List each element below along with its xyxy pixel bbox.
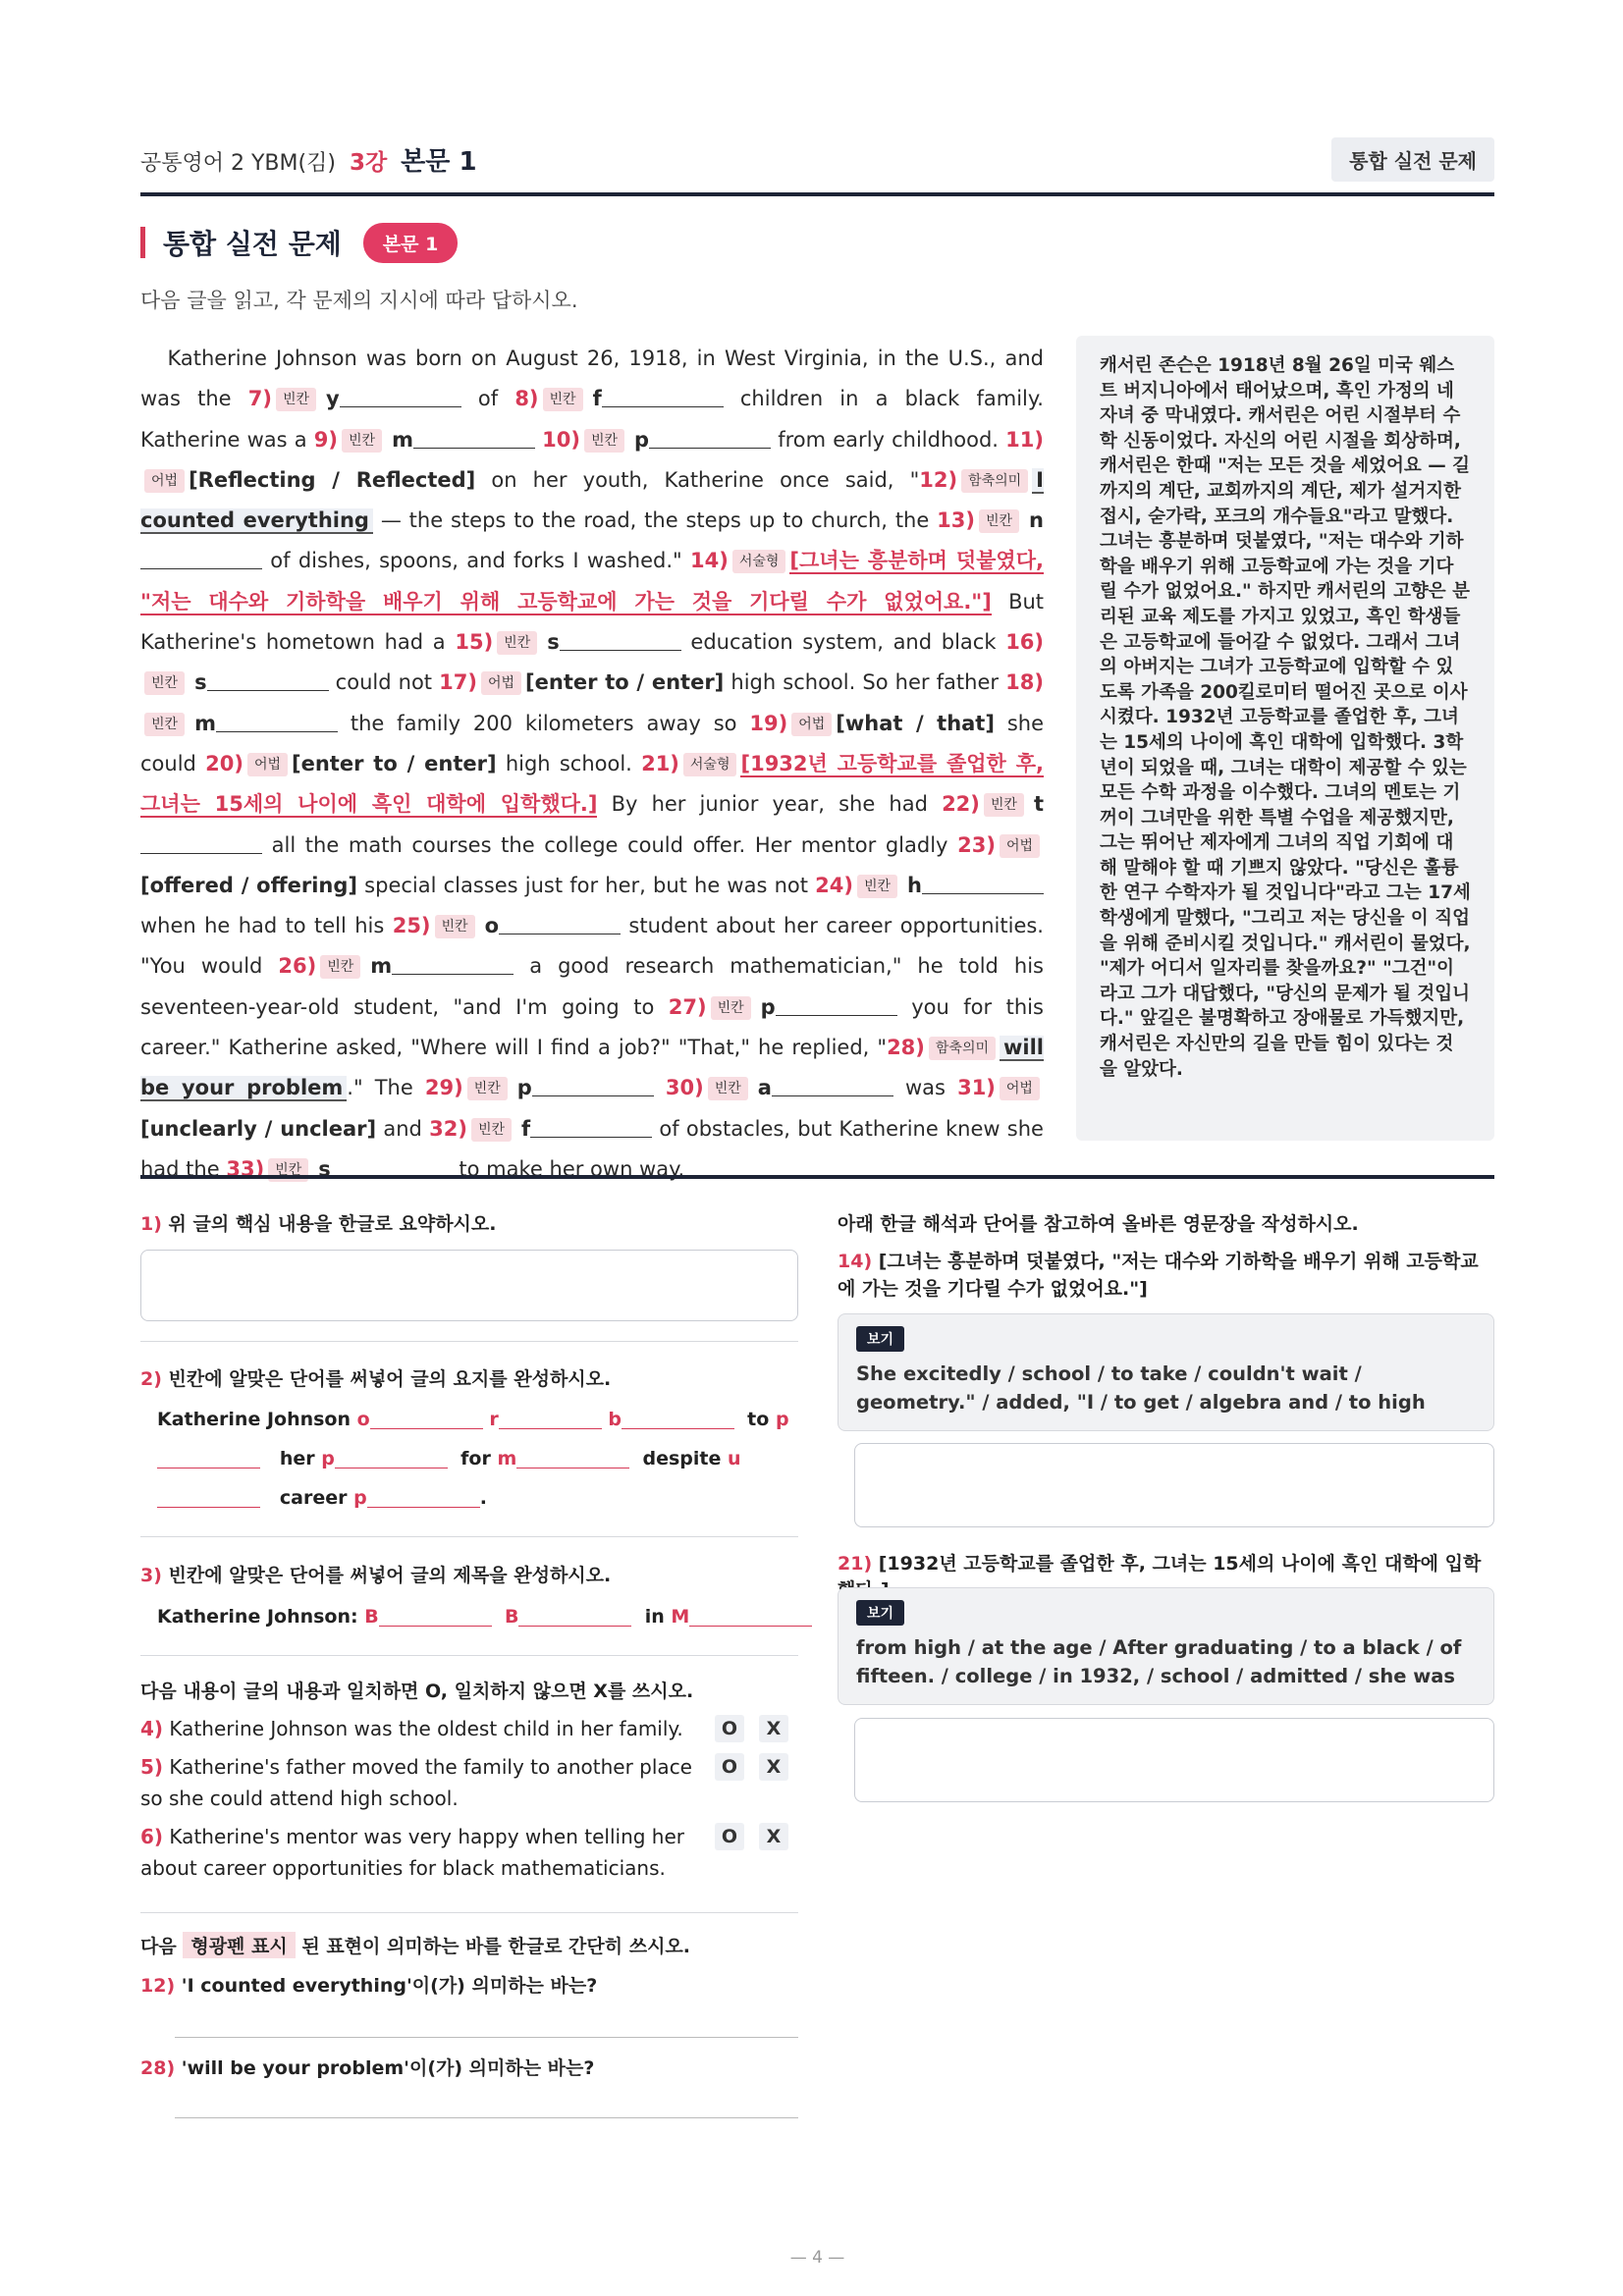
blank-tag: 빈칸	[144, 713, 185, 736]
blank-line[interactable]	[776, 994, 897, 1016]
q-text: [1932년 고등학교를 졸업한 후, 그녀는 15세의 나이에 흑인 대학에 입학	[878, 1553, 1482, 1575]
page-number: — 4 —	[789, 2248, 845, 2268]
blank-tag: 빈칸	[497, 631, 537, 655]
blank-letter: h	[907, 873, 922, 897]
q-text: Katherine Johnson:	[157, 1606, 358, 1628]
grammar-tag: 어법	[144, 469, 185, 493]
q-text: 'will be your problem'이(가) 의미하는 바는?	[181, 2057, 595, 2079]
blank-letter: p	[760, 994, 776, 1019]
instruction: 다음 글을 읽고, 각 문제의 지시에 따라 답하시오.	[140, 289, 578, 312]
course-name: 공통영어 2 YBM(김)	[140, 151, 336, 176]
question-number: 24)	[815, 873, 853, 897]
blank-tag: 빈칸	[144, 671, 185, 695]
blank-line[interactable]	[340, 386, 461, 407]
blank-letter: f	[592, 387, 602, 411]
q2-line-3	[157, 1487, 487, 1509]
blank-letter: t	[1033, 792, 1044, 817]
q-text: Katherine's mentor was very happy when telling her about career opportunities for black mathematicians.	[140, 1825, 685, 1880]
blank-letter: o	[484, 914, 500, 938]
blank-line[interactable]	[602, 386, 724, 407]
q-num: 6)	[140, 1825, 164, 1848]
q2-line-2	[157, 1448, 741, 1469]
blank-letter: p	[634, 427, 650, 452]
q-text: her	[279, 1448, 315, 1469]
blank-line[interactable]	[518, 1607, 631, 1627]
blank-line[interactable]	[157, 1449, 260, 1468]
highlight-instruction	[140, 1932, 690, 1958]
passage-text: of obstacles, but Katherine knew she had the	[140, 1116, 1044, 1181]
word-hint-box-q21	[838, 1587, 1494, 1705]
blank-tag: 빈칸	[471, 1118, 512, 1142]
blank-letter: m	[392, 427, 413, 452]
q3-line	[157, 1606, 812, 1628]
blank-line[interactable]	[379, 1607, 492, 1627]
blank-line[interactable]	[772, 1075, 893, 1096]
question-2	[140, 1364, 611, 1391]
question-number: 28)	[887, 1036, 925, 1060]
q-text: 다음	[140, 1936, 177, 1957]
grammar-tag: 어법	[247, 753, 288, 776]
q-num: 2)	[140, 1368, 162, 1390]
grammar-option[interactable]: [unclearly / unclear]	[140, 1116, 377, 1141]
grammar-tag: 어법	[1000, 834, 1040, 858]
passage-text: ." The	[347, 1076, 413, 1100]
blank-line[interactable]	[157, 1488, 260, 1508]
essay-tag: 서술형	[683, 753, 737, 776]
question-number: 19)	[749, 711, 788, 735]
passage-text: could not	[335, 670, 433, 695]
q-num: 21)	[838, 1553, 873, 1575]
grammar-option[interactable]: [enter to / enter]	[292, 751, 497, 775]
hint-label: 보기	[856, 1600, 904, 1626]
q-text: .	[479, 1487, 487, 1509]
passage-text: high school.	[505, 751, 632, 775]
q-num: 5)	[140, 1755, 164, 1779]
blank-tag: 빈칸	[584, 429, 624, 453]
q-text: in	[644, 1606, 665, 1628]
blank-line[interactable]	[499, 1410, 602, 1429]
blank-letter: y	[326, 387, 340, 411]
blank-letter: o	[356, 1409, 370, 1430]
essay-tag: 서술형	[732, 550, 786, 573]
q-text: 'I counted everything'이(가) 의미하는 바는?	[181, 1975, 598, 1997]
blank-letter: m	[194, 711, 216, 735]
passage-text: special classes just for her, but he was not	[364, 873, 808, 897]
title-accent-bar	[140, 227, 145, 258]
passage-text: education system, and black	[690, 630, 997, 655]
question-number: 25)	[392, 914, 431, 938]
grammar-option[interactable]: [what / that]	[836, 711, 995, 735]
blank-line[interactable]	[649, 427, 771, 449]
blank-letter: s	[194, 670, 207, 695]
blank-letter: m	[497, 1448, 517, 1469]
divider-line	[140, 1536, 798, 1537]
x-option[interactable]: X	[759, 1715, 788, 1742]
word-hint-box-q14	[838, 1313, 1494, 1431]
q-text: Katherine's father moved the family to another place so she could attend high school.	[140, 1755, 692, 1810]
q2-line-1	[157, 1409, 789, 1430]
x-option[interactable]: X	[759, 1753, 788, 1781]
section-title	[140, 223, 458, 262]
question-number: 22)	[942, 792, 980, 817]
passage-text: By her junior year, she had	[611, 792, 928, 817]
blank-letter: M	[671, 1606, 690, 1628]
section-label: 본문 1	[401, 147, 477, 177]
blank-tag: 빈칸	[708, 1077, 748, 1100]
grammar-option[interactable]: [offered / offering]	[140, 873, 357, 897]
blank-tag: 빈칸	[711, 996, 751, 1020]
blank-tag: 빈칸	[543, 388, 583, 411]
answer-box-q14[interactable]	[854, 1443, 1494, 1527]
q-num: 12)	[140, 1975, 176, 1997]
blank-line[interactable]	[530, 1116, 652, 1138]
blank-letter: f	[521, 1116, 531, 1141]
passage-text: from early childhood.	[778, 427, 999, 452]
passage-text: high school. So her father	[730, 670, 1000, 695]
ox-instruction: 다음 내용이 글의 내용과 일치하면 O, 일치하지 않으면 X를 쓰시오.	[140, 1681, 694, 1702]
blank-letter: r	[489, 1409, 499, 1430]
question-number: 14)	[690, 549, 729, 573]
q-text: 빈칸에 알맞은 단어를 써넣어 글의 요지를 완성하시오.	[168, 1368, 612, 1390]
section-title-text: 통합 실전 문제	[163, 228, 342, 260]
highlighted-phrase: will be your problem	[140, 1036, 1044, 1100]
highlight-tag: 형광펜 표시	[183, 1932, 295, 1958]
grammar-tag: 어법	[481, 671, 521, 695]
o-option[interactable]: O	[715, 1715, 744, 1742]
blank-line[interactable]	[335, 1449, 448, 1468]
passage-text: student about her career opportunities. "You would	[140, 914, 1044, 979]
passage-text: the family 200 kilometers away so	[350, 711, 737, 735]
question-number: 10)	[542, 427, 580, 452]
blank-letter: b	[608, 1409, 622, 1430]
blank-tag: 빈칸	[467, 1077, 508, 1100]
q-text: 빈칸에 알맞은 단어를 써넣어 글의 제목을 완성하시오.	[168, 1565, 612, 1586]
q-text: 된 표현이 의미하는 바를 한글로 간단히 쓰시오.	[301, 1936, 690, 1957]
grammar-option[interactable]: [Reflecting / Reflected]	[189, 467, 476, 492]
passage-text: But Katherine's hometown had a	[140, 589, 1045, 655]
blank-letter: p	[353, 1487, 367, 1509]
question-number: 23)	[957, 832, 996, 857]
passage-text: of	[477, 387, 499, 411]
blank-letter: p	[321, 1448, 335, 1469]
grammar-tag: 어법	[791, 713, 832, 736]
blank-line[interactable]	[560, 629, 681, 651]
blank-tag: 빈칸	[979, 509, 1019, 533]
section-divider	[140, 1175, 1494, 1179]
question-number: 32)	[429, 1116, 467, 1141]
section-pill: 본문 1	[363, 223, 459, 263]
blank-line[interactable]	[207, 669, 329, 691]
blank-letter: m	[370, 954, 393, 979]
q-text: 위 글의 핵심 내용을 한글로 요약하시오.	[168, 1213, 497, 1235]
question-number: 31)	[957, 1076, 996, 1100]
answer-line-q28[interactable]	[175, 2117, 798, 2118]
passage-text: when he had to tell his	[140, 914, 385, 938]
q-text: to	[747, 1409, 770, 1430]
question-number: 13)	[937, 508, 975, 533]
page-header	[140, 137, 1494, 196]
question-number: 12)	[919, 467, 958, 492]
passage-text: — the steps to the road, the steps up to church, the	[380, 508, 930, 533]
blank-line[interactable]	[392, 953, 514, 975]
korean-translation-box: 캐서린 존슨은 1918년 8월 26일 미국 웨스트 버지니아에서 태어났으며, 흑인 가정의 네 자녀 중 막내였다. 캐서린은 어린 시절부터 수학 신동이었다. 자신의 어린 시절을 회상하며, 캐서린은 한때 "저는 모든 것을 세었어요 — 길까지의 계단, 교회까지의 계단, 제가 설거지한 접시, 숟가락, 포크의 개수들요"라고 말했다. 그녀는 흥분하며 덧붙였다, "저는 대수와 기하학을 배우기 위해 고등학교에 가는 것을 기다릴 수가 없었어요." 하지만 캐서린의 고향은 분리된 교육 제도를 가지고 있었고, 흑인 학생들은 고등학교에 들어갈 수 없었다. 그래서 그녀의 아버지는 그녀가 고등학교에 입학할 수 있도록 가족을 200킬로미터 떨어진 곳으로 이사시켰다. 1932년 고등학교를 졸업한 후, 그녀는 15세의 나이에 흑인 대학에 입학했다. 3학년이 되었을 때, 그녀는 대학이 제공할 수 있는 모든 수학 과정을 이수했다. 그녀의 멘토는 기꺼이 그녀만을 위한 특별 수업을 제공했지만, 그는 뛰어난 제자에게 그녀의 직업 기회에 대해 말해야 할 때 기쁘지 않았다. "당신은 훌륭한 연구 수학자가 될 것입니다"라고 그는 17세 학생에게 말했다, "그리고 저는 당신을 이 직업을 위해 준비시킬 것입니다." 캐서린이 물었다, "제가 어디서 일자리를 찾을까요?" "그건"이라고 그가 대답했다, "당신의 문제가 될 것입니다." 앞길은 불명확하고 장애물로 가득했지만, 캐서린은 자신만의 길을 만들 힘이 있다는 것을 알았다.	[1076, 336, 1494, 1141]
question-number: 20)	[205, 751, 243, 775]
question-1	[140, 1209, 497, 1236]
blank-line[interactable]	[370, 1410, 483, 1429]
question-number: 29)	[424, 1076, 463, 1100]
blank-line[interactable]	[622, 1410, 734, 1429]
meaning-tag: 함축의미	[929, 1037, 996, 1060]
grammar-tag: 어법	[1000, 1077, 1040, 1100]
question-14	[838, 1248, 1494, 1303]
passage-text: a good research mathematician," he told his seventeen-year-old student, "and I'm going to	[140, 954, 1044, 1019]
hint-label: 보기	[856, 1326, 904, 1352]
blank-letter: u	[728, 1448, 741, 1469]
o-option[interactable]: O	[715, 1823, 744, 1850]
grammar-option[interactable]: [enter to / enter]	[525, 670, 725, 695]
question-number: 7)	[247, 387, 272, 411]
blank-line[interactable]	[532, 1075, 654, 1096]
blank-line[interactable]	[689, 1607, 812, 1627]
passage-text: was	[905, 1076, 946, 1100]
blank-line[interactable]	[499, 913, 621, 934]
blank-line[interactable]	[140, 832, 262, 854]
passage-text: Katherine Johnson was born on August 26, 1918, in West Virginia, in the U.S., and was the	[140, 347, 1044, 411]
question-6	[140, 1821, 700, 1884]
highlighted-phrase: I counted everything	[140, 467, 1044, 533]
passage-text: you for this career." Katherine asked, "Where will I find a job?" "That," he replied, "	[140, 994, 1044, 1060]
passage-text: children in a black family. Katherine was a	[140, 387, 1044, 452]
passage-text: and	[383, 1116, 422, 1141]
hint-words: She excitedly / school / to take / couldn't wait / geometry." / added, "I / to get / algebra and / to high	[856, 1362, 1426, 1414]
passage-text: of dishes, spoons, and forks I washed."	[270, 549, 682, 573]
question-number: 21)	[641, 751, 679, 775]
blank-line[interactable]	[413, 427, 535, 449]
passage	[140, 339, 1044, 1190]
question-number: 9)	[313, 427, 338, 452]
blank-letter: a	[757, 1076, 772, 1100]
x-option[interactable]: X	[759, 1823, 788, 1850]
question-number: 26)	[278, 954, 317, 979]
blank-line[interactable]	[367, 1488, 480, 1508]
divider-line	[140, 1341, 798, 1342]
header-course-info	[140, 141, 477, 178]
blank-tag: 빈칸	[342, 429, 382, 453]
korean-prompt: [그녀는 흥분하며 덧붙였다, "저는 대수와 기하학을 배우기 위해 고등학교에 가는 것을 기다릴 수가 없었어요."]	[140, 549, 1044, 614]
question-number: 11)	[1005, 427, 1044, 452]
question-3	[140, 1561, 611, 1587]
question-4	[140, 1713, 690, 1744]
blank-tag: 빈칸	[984, 793, 1024, 817]
blank-tag: 빈칸	[320, 955, 360, 979]
hint-words: from high / at the age / After graduating / to a black / of fifteen. / college / in 1932, / school / admitted / she was	[856, 1636, 1462, 1687]
question-number: 17)	[439, 670, 477, 695]
q-text: Katherine Johnson was the oldest child in her family.	[169, 1717, 683, 1740]
passage-text: on her youth, Katherine once said, "	[491, 467, 920, 492]
meaning-tag: 함축의미	[961, 469, 1028, 493]
blank-line[interactable]	[922, 873, 1044, 894]
question-number: 15)	[455, 630, 494, 655]
question-number: 33)	[226, 1156, 265, 1181]
chapter-label: 3강	[349, 150, 388, 176]
question-number: 8)	[514, 387, 539, 411]
question-5	[140, 1751, 700, 1814]
q-text: career	[279, 1487, 348, 1509]
blank-tag: 빈칸	[276, 388, 316, 411]
q-text: despite	[642, 1448, 722, 1469]
blank-letter: p	[516, 1076, 532, 1100]
q-num: 3)	[140, 1565, 162, 1586]
q-num: 14)	[838, 1251, 873, 1272]
passage-text: all the math courses the college could offer. Her mentor gladly	[271, 832, 948, 857]
passage-text: she could	[140, 711, 1045, 775]
q-text: for	[460, 1448, 491, 1469]
q-text: Katherine Johnson	[157, 1409, 352, 1430]
korean-prompt: [1932년 고등학교를 졸업한 후, 그녀는 15세의 나이에 흑인 대학에 입학했다.]	[140, 751, 1044, 817]
question-number: 16)	[1005, 630, 1045, 655]
blank-letter: p	[775, 1409, 789, 1430]
blank-letter: n	[1029, 508, 1044, 533]
question-number: 27)	[668, 994, 707, 1019]
blank-tag: 빈칸	[268, 1158, 308, 1182]
question-28	[140, 2054, 594, 2080]
q-num: 1)	[140, 1213, 162, 1235]
passage-text: to make her own way.	[459, 1156, 685, 1181]
divider-line	[140, 1912, 798, 1913]
q-num: 4)	[140, 1717, 164, 1740]
right-instruction: 아래 한글 해석과 단어를 참고하여 올바른 영문장을 작성하시오.	[838, 1213, 1359, 1235]
divider-line	[140, 1655, 798, 1656]
q-text: [그녀는 흥분하며 덧붙였다, "저는 대수와 기하학을 배우기 위해 고등학교에 가는 것을 기다릴 수가 없었어요."]	[838, 1251, 1479, 1300]
answer-box-q21[interactable]	[854, 1718, 1494, 1802]
blank-letter: B	[364, 1606, 379, 1628]
question-number: 30)	[665, 1076, 704, 1100]
header-badge: 통합 실전 문제	[1331, 137, 1494, 182]
blank-line[interactable]	[140, 548, 262, 569]
blank-letter: s	[318, 1156, 331, 1181]
question-12	[140, 1971, 597, 1998]
blank-letter: B	[504, 1606, 519, 1628]
blank-line[interactable]	[216, 711, 338, 732]
answer-line-q12[interactable]	[175, 2037, 798, 2038]
blank-tag: 빈칸	[435, 915, 475, 938]
blank-letter: s	[547, 630, 560, 655]
blank-tag: 빈칸	[857, 875, 897, 898]
q-num: 28)	[140, 2057, 176, 2079]
blank-line[interactable]	[516, 1449, 629, 1468]
question-number: 18)	[1005, 670, 1044, 695]
o-option[interactable]: O	[715, 1753, 744, 1781]
answer-box-q1[interactable]	[140, 1250, 798, 1321]
